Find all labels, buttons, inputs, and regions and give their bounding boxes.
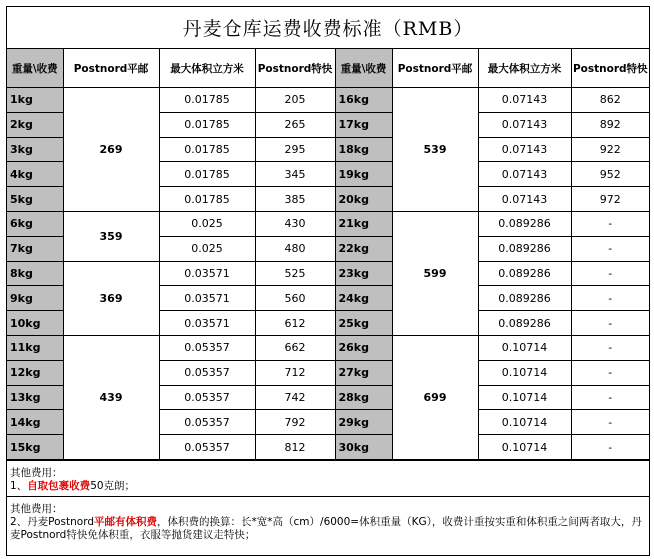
max-volume-cell: 0.05357 [159, 385, 255, 410]
max-volume-cell: 0.03571 [159, 261, 255, 286]
header-max-volume-left: 最大体积立方米 [159, 49, 255, 88]
max-volume-cell: 0.089286 [478, 261, 571, 286]
express-price-cell: 792 [255, 410, 335, 435]
express-price-cell: 560 [255, 286, 335, 311]
weight-cell: 28kg [335, 385, 392, 410]
note-volume-fee [7, 496, 649, 544]
express-price-cell: - [571, 360, 649, 385]
weight-cell: 25kg [335, 311, 392, 336]
max-volume-cell: 0.05357 [159, 360, 255, 385]
header-postnord-express-left: Postnord特快 [255, 49, 335, 88]
max-volume-cell: 0.089286 [478, 211, 571, 236]
max-volume-cell: 0.10714 [478, 335, 571, 360]
note-suffix: ，体积费的换算：长*宽*高（cm）/6000=体积重量（KG），收费计重按实重和体积重之间两者取大，丹麦Postnord特快免体积重，衣服等抛货建议走特快； [10, 515, 642, 541]
note-prefix: 1、 [10, 479, 28, 492]
note-prefix: 2、丹麦Postnord [10, 515, 95, 528]
weight-cell: 4kg [7, 162, 63, 187]
express-price-cell: 972 [571, 187, 649, 212]
weight-cell: 27kg [335, 360, 392, 385]
page-title: 丹麦仓库运费收费标准（RMB） [7, 7, 649, 49]
max-volume-cell: 0.10714 [478, 360, 571, 385]
table-row [7, 88, 649, 113]
header-weight-right: 重量\收费 [335, 49, 392, 88]
header-row [7, 49, 649, 88]
max-volume-cell: 0.07143 [478, 112, 571, 137]
express-price-cell: - [571, 410, 649, 435]
weight-cell: 15kg [7, 435, 63, 460]
weight-cell: 6kg [7, 211, 63, 236]
weight-cell: 26kg [335, 335, 392, 360]
express-price-cell: 662 [255, 335, 335, 360]
weight-cell: 3kg [7, 137, 63, 162]
max-volume-cell: 0.07143 [478, 187, 571, 212]
max-volume-cell: 0.03571 [159, 311, 255, 336]
max-volume-cell: 0.03571 [159, 286, 255, 311]
express-price-cell: 295 [255, 137, 335, 162]
note-highlight: 自取包裹收费 [27, 479, 91, 492]
weight-cell: 5kg [7, 187, 63, 212]
postnord-regular-price: 599 [392, 211, 478, 335]
express-price-cell: 612 [255, 311, 335, 336]
express-price-cell: 712 [255, 360, 335, 385]
weight-cell: 22kg [335, 236, 392, 261]
weight-cell: 29kg [335, 410, 392, 435]
weight-cell: 30kg [335, 435, 392, 460]
max-volume-cell: 0.089286 [478, 236, 571, 261]
weight-cell: 14kg [7, 410, 63, 435]
max-volume-cell: 0.025 [159, 236, 255, 261]
max-volume-cell: 0.07143 [478, 162, 571, 187]
max-volume-cell: 0.025 [159, 211, 255, 236]
table-row [7, 335, 649, 360]
note-heading: 其他费用： [10, 466, 63, 479]
weight-cell: 10kg [7, 311, 63, 336]
express-price-cell: 892 [571, 112, 649, 137]
weight-cell: 18kg [335, 137, 392, 162]
max-volume-cell: 0.05357 [159, 435, 255, 460]
max-volume-cell: 0.10714 [478, 385, 571, 410]
express-price-cell: 525 [255, 261, 335, 286]
postnord-regular-price: 359 [63, 211, 159, 261]
express-price-cell: 480 [255, 236, 335, 261]
postnord-regular-price: 439 [63, 335, 159, 459]
max-volume-cell: 0.10714 [478, 410, 571, 435]
weight-cell: 1kg [7, 88, 63, 113]
max-volume-cell: 0.089286 [478, 286, 571, 311]
max-volume-cell: 0.05357 [159, 410, 255, 435]
rate-table [7, 49, 649, 460]
express-price-cell: 265 [255, 112, 335, 137]
table-row [7, 261, 649, 286]
weight-cell: 8kg [7, 261, 63, 286]
postnord-regular-price: 539 [392, 88, 478, 212]
weight-cell: 23kg [335, 261, 392, 286]
max-volume-cell: 0.05357 [159, 335, 255, 360]
express-price-cell: - [571, 236, 649, 261]
note-heading: 其他费用： [10, 502, 63, 515]
max-volume-cell: 0.01785 [159, 88, 255, 113]
max-volume-cell: 0.07143 [478, 88, 571, 113]
weight-cell: 20kg [335, 187, 392, 212]
max-volume-cell: 0.01785 [159, 112, 255, 137]
max-volume-cell: 0.10714 [478, 435, 571, 460]
express-price-cell: - [571, 335, 649, 360]
header-postnord-regular-left: Postnord平邮 [63, 49, 159, 88]
express-price-cell: 952 [571, 162, 649, 187]
table-row [7, 211, 649, 236]
max-volume-cell: 0.07143 [478, 137, 571, 162]
weight-cell: 9kg [7, 286, 63, 311]
express-price-cell: 345 [255, 162, 335, 187]
postnord-regular-price: 269 [63, 88, 159, 212]
express-price-cell: - [571, 435, 649, 460]
note-suffix: 50克朗； [90, 479, 136, 492]
express-price-cell: 205 [255, 88, 335, 113]
note-line [10, 480, 646, 493]
weight-cell: 12kg [7, 360, 63, 385]
express-price-cell: - [571, 311, 649, 336]
postnord-regular-price: 369 [63, 261, 159, 335]
express-price-cell: - [571, 261, 649, 286]
express-price-cell: - [571, 211, 649, 236]
weight-cell: 17kg [335, 112, 392, 137]
express-price-cell: 385 [255, 187, 335, 212]
weight-cell: 19kg [335, 162, 392, 187]
weight-cell: 7kg [7, 236, 63, 261]
weight-cell: 11kg [7, 335, 63, 360]
weight-cell: 21kg [335, 211, 392, 236]
weight-cell: 24kg [335, 286, 392, 311]
express-price-cell: 742 [255, 385, 335, 410]
express-price-cell: 812 [255, 435, 335, 460]
note-line [10, 516, 646, 542]
max-volume-cell: 0.01785 [159, 137, 255, 162]
max-volume-cell: 0.01785 [159, 187, 255, 212]
express-price-cell: - [571, 286, 649, 311]
express-price-cell: 862 [571, 88, 649, 113]
postnord-regular-price: 699 [392, 335, 478, 459]
express-price-cell: 922 [571, 137, 649, 162]
max-volume-cell: 0.089286 [478, 311, 571, 336]
header-weight-left: 重量\收费 [7, 49, 63, 88]
header-max-volume-right: 最大体积立方米 [478, 49, 571, 88]
weight-cell: 13kg [7, 385, 63, 410]
weight-cell: 16kg [335, 88, 392, 113]
rate-sheet [6, 6, 650, 556]
weight-cell: 2kg [7, 112, 63, 137]
header-postnord-regular-right: Postnord平邮 [392, 49, 478, 88]
note-highlight: 平邮有体积费 [94, 515, 158, 528]
note-self-pickup [7, 460, 649, 496]
express-price-cell: 430 [255, 211, 335, 236]
express-price-cell: - [571, 385, 649, 410]
header-postnord-express-right: Postnord特快 [571, 49, 649, 88]
max-volume-cell: 0.01785 [159, 162, 255, 187]
